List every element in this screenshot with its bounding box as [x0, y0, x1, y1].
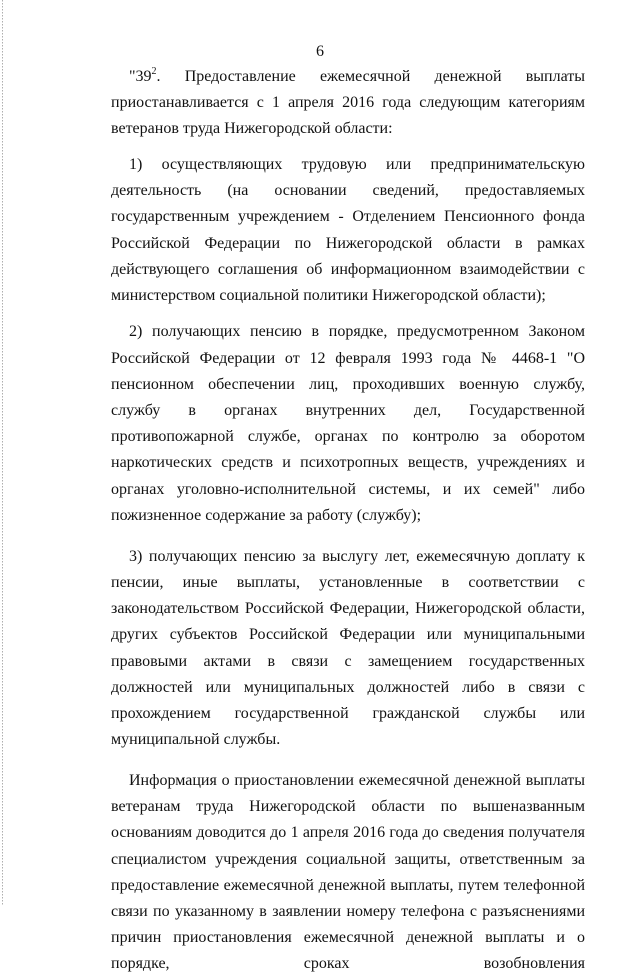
list-item-2: 2) получающих пенсию в порядке, предусмотренном Законом Российской Федерации от 12 февраля 1993 года № 4468-1 "О пенсионном обеспечении лиц, проходивших военную службу, службу в органах внутренних дел, Государственной противопожарной службе, органах по контролю за оборотом наркотических средств и психотропных веществ, учреждениях и органах уголовно-исполнительной системы, и их семей" либо пожизненное содержание за работу (службу);: [111, 323, 585, 524]
list-item-1: 1) осуществляющих трудовую или предпринимательскую деятельность (на основании сведений, предоставляемых государственным учреждением - Отделением Пенсионного фонда Российской Федерации по Нижегородской области в рамках действующего соглашения об информационном взаимодействии с министерством социальной политики Нижегородской области);: [111, 155, 585, 304]
info-paragraph: Информация о приостановлении ежемесячной денежной выплаты ветеранам труда Нижегородской области по вышеназванным основаниям доводится до 1 апреля 2016 года до сведения получателя специалистом учреждения социальной защиты, ответственным за предоставление ежемесячной денежной выплаты, путем телефонной связи по указанному в заявлении номеру телефона с разъяснениями причин приостановления ежемесячной денежной выплаты и о порядке, сроках возобновления: [111, 771, 585, 973]
list-item-3: 3) получающих пенсию за выслугу лет, ежемесячную доплату к пенсии, иные выплаты, установленные в соответствии с законодательством Российской Федерации, Нижегородской области, других субъектов Российской Федерации или муниципальными правовыми актами в связи с замещением государственных должностей или муниципальных должностей либо в связи с прохождением государственной гражданской службы или муниципальной службы.: [111, 547, 585, 749]
page-number: 6: [316, 43, 324, 60]
article-marker: "39: [129, 68, 152, 85]
document-body: [111, 64, 585, 978]
article-text: . Предоставление ежемесячной денежной выплаты приостанавливается с 1 апреля 2016 года следующим категориям ветеранов труда Нижегородской области:: [111, 68, 585, 138]
paragraph-39-2: [111, 64, 585, 143]
article-superscript: 2: [151, 65, 157, 77]
scan-edge: [2, 0, 3, 905]
